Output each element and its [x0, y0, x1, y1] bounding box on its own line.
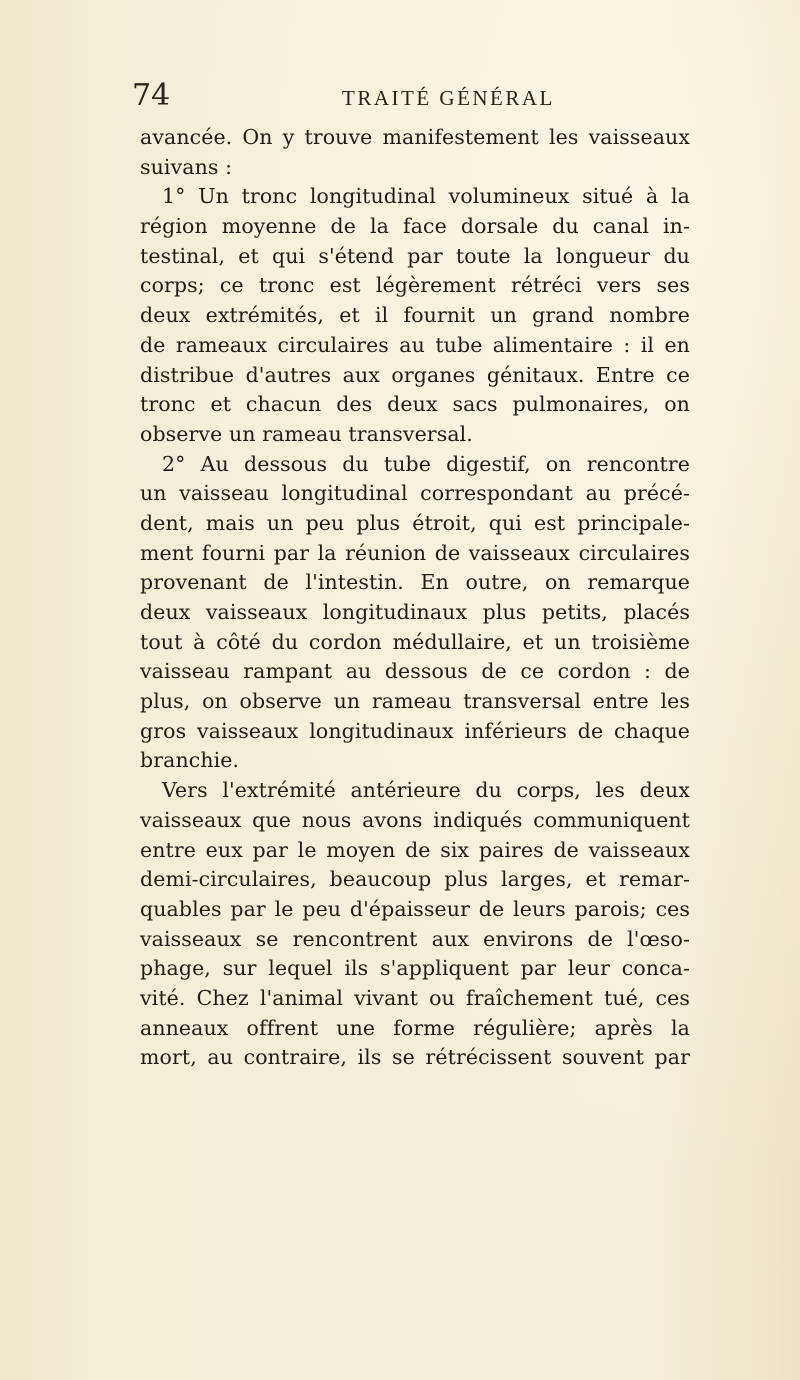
text-line: suivans :	[140, 154, 233, 179]
text-line: quables par le peu d'épaisseur de leurs parois; ces	[140, 896, 690, 921]
page-number: 74	[132, 78, 171, 113]
text-line: provenant de l'intestin. En outre, on remarque	[140, 570, 690, 595]
running-title: TRAITÉ GÉNÉRAL	[342, 86, 555, 110]
text-line: gros vaisseaux longitudinaux inférieurs de chaque	[140, 718, 690, 743]
body-text	[140, 123, 690, 1073]
text-line: de rameaux circulaires au tube alimentaire : il en	[140, 332, 690, 357]
text-line: dent, mais un peu plus étroit, qui est principale-	[140, 510, 690, 535]
text-line: 2° Au dessous du tube digestif, on rencontre	[162, 451, 690, 476]
text-line: distribue d'autres aux organes génitaux. Entre ce	[140, 362, 690, 387]
page-header	[132, 78, 692, 118]
text-line: phage, sur lequel ils s'appliquent par leur conca-	[140, 956, 690, 981]
text-line: vaisseau rampant au dessous de ce cordon : de	[140, 659, 690, 684]
text-line: branchie.	[140, 748, 240, 773]
text-line: région moyenne de la face dorsale du canal in-	[140, 214, 690, 239]
text-line: tronc et chacun des deux sacs pulmonaires, on	[140, 392, 690, 417]
text-line: corps; ce tronc est légèrement rétréci vers ses	[140, 273, 690, 298]
text-line: demi-circulaires, beaucoup plus larges, et remar-	[140, 867, 690, 892]
text-line: entre eux par le moyen de six paires de vaisseaux	[140, 837, 690, 862]
text-line: ment fourni par la réunion de vaisseaux circulaires	[140, 540, 690, 565]
text-line: vaisseaux que nous avons indiqués communiquent	[140, 807, 690, 832]
text-line: Vers l'extrémité antérieure du corps, les deux	[162, 778, 690, 803]
text-line: 1° Un tronc longitudinal volumineux situé à la	[162, 184, 690, 209]
text-line: tout à côté du cordon médullaire, et un troisième	[140, 629, 690, 654]
text-line: plus, on observe un rameau transversal entre les	[140, 689, 690, 714]
text-line: vaisseaux se rencontrent aux environs de l'œso-	[140, 926, 690, 951]
text-line: deux extrémités, et il fournit un grand nombre	[140, 303, 690, 328]
text-line: mort, au contraire, ils se rétrécissent souvent par	[140, 1045, 690, 1070]
text-line: anneaux offrent une forme régulière; après la	[140, 1015, 690, 1040]
text-line: testinal, et qui s'étend par toute la longueur du	[140, 243, 690, 268]
text-line: avancée. On y trouve manifestement les vaisseaux	[140, 125, 690, 149]
text-line: vité. Chez l'animal vivant ou fraîchement tué, ces	[140, 985, 690, 1010]
text-line: deux vaisseaux longitudinaux plus petits, placés	[140, 600, 690, 624]
text-line: un vaisseau longitudinal correspondant au précé-	[140, 481, 690, 506]
text-line: observe un rameau transversal.	[140, 421, 473, 446]
